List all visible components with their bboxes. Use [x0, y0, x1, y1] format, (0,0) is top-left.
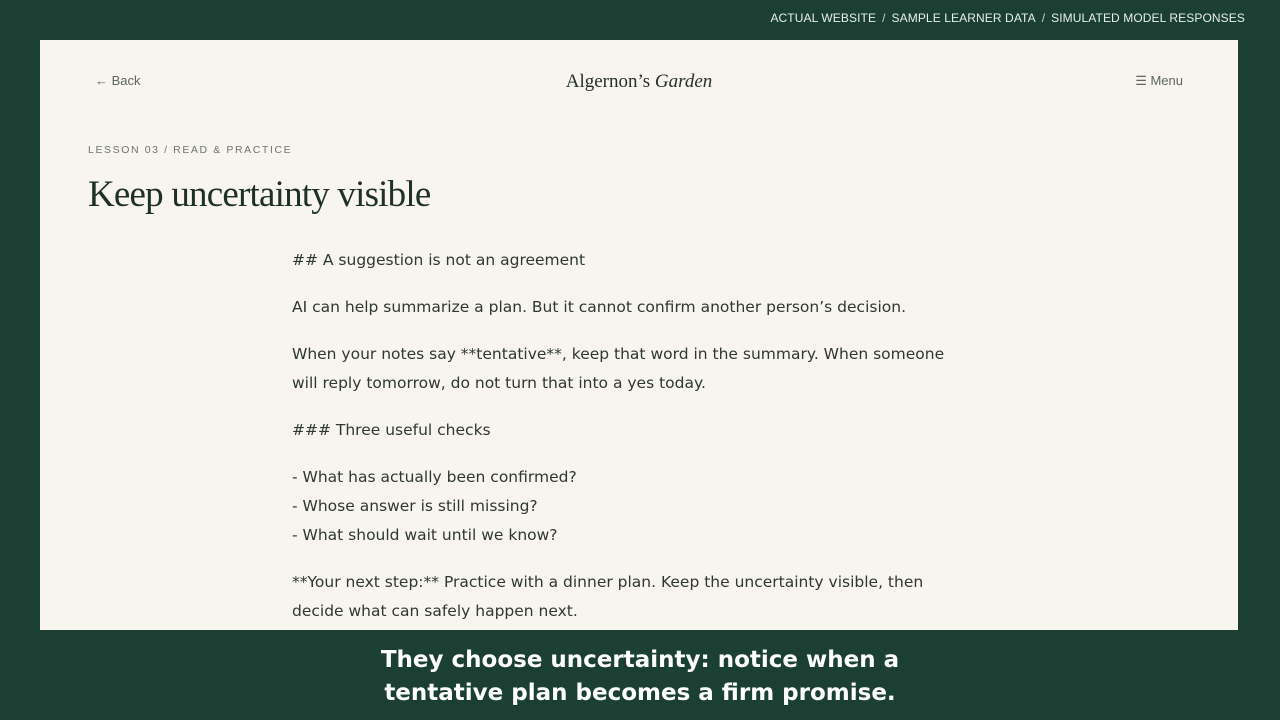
- lesson-paragraph-2: When your notes say **tentative**, keep that word in the summary. When someone will reply tomorrow, do not turn that into a yes today.: [292, 345, 945, 392]
- list-item: - What should wait until we know?: [292, 526, 558, 544]
- site-title-emphasis: Garden: [654, 71, 713, 92]
- lesson-body: [292, 246, 972, 630]
- back-link[interactable]: ← Back: [95, 73, 141, 88]
- menu-button[interactable]: ☰ Menu: [1135, 73, 1183, 88]
- disclosure-simulated-model-responses: SIMULATED MODEL RESPONSES: [1051, 11, 1245, 25]
- lesson-paragraph-1: AI can help summarize a plan. But it cannot confirm another person’s decision.: [292, 298, 906, 316]
- disclosure-sample-learner-data: SAMPLE LEARNER DATA: [891, 11, 1036, 25]
- site-header: [95, 71, 1183, 93]
- list-item: - What has actually been confirmed?: [292, 468, 577, 486]
- list-item: - Whose answer is still missing?: [292, 497, 538, 515]
- caption-line-2: tentative plan becomes a firm promise.: [384, 680, 896, 706]
- checks-list: [292, 463, 972, 550]
- site-title[interactable]: [95, 71, 1183, 93]
- lesson-heading-3: ### Three useful checks: [292, 421, 491, 439]
- lesson-eyebrow: LESSON 03 / READ & PRACTICE: [88, 144, 293, 156]
- lesson-heading-2: ## A suggestion is not an agreement: [292, 251, 586, 269]
- disclosure-strip: [770, 11, 1245, 25]
- disclosure-actual-website: ACTUAL WEBSITE: [770, 11, 877, 25]
- page-title: Keep uncertainty visible: [88, 174, 431, 215]
- next-step-paragraph: **Your next step:** Practice with a dinner plan. Keep the uncertainty visible, then decide what can safely happen next.: [292, 573, 924, 620]
- website-frame: [40, 40, 1238, 630]
- site-title-plain: Algernon’s: [565, 71, 651, 92]
- disclosure-separator: /: [882, 11, 886, 25]
- disclosure-separator: /: [1041, 11, 1046, 25]
- caption-line-1: They choose uncertainty: notice when a: [380, 647, 900, 673]
- video-caption: [0, 644, 1280, 710]
